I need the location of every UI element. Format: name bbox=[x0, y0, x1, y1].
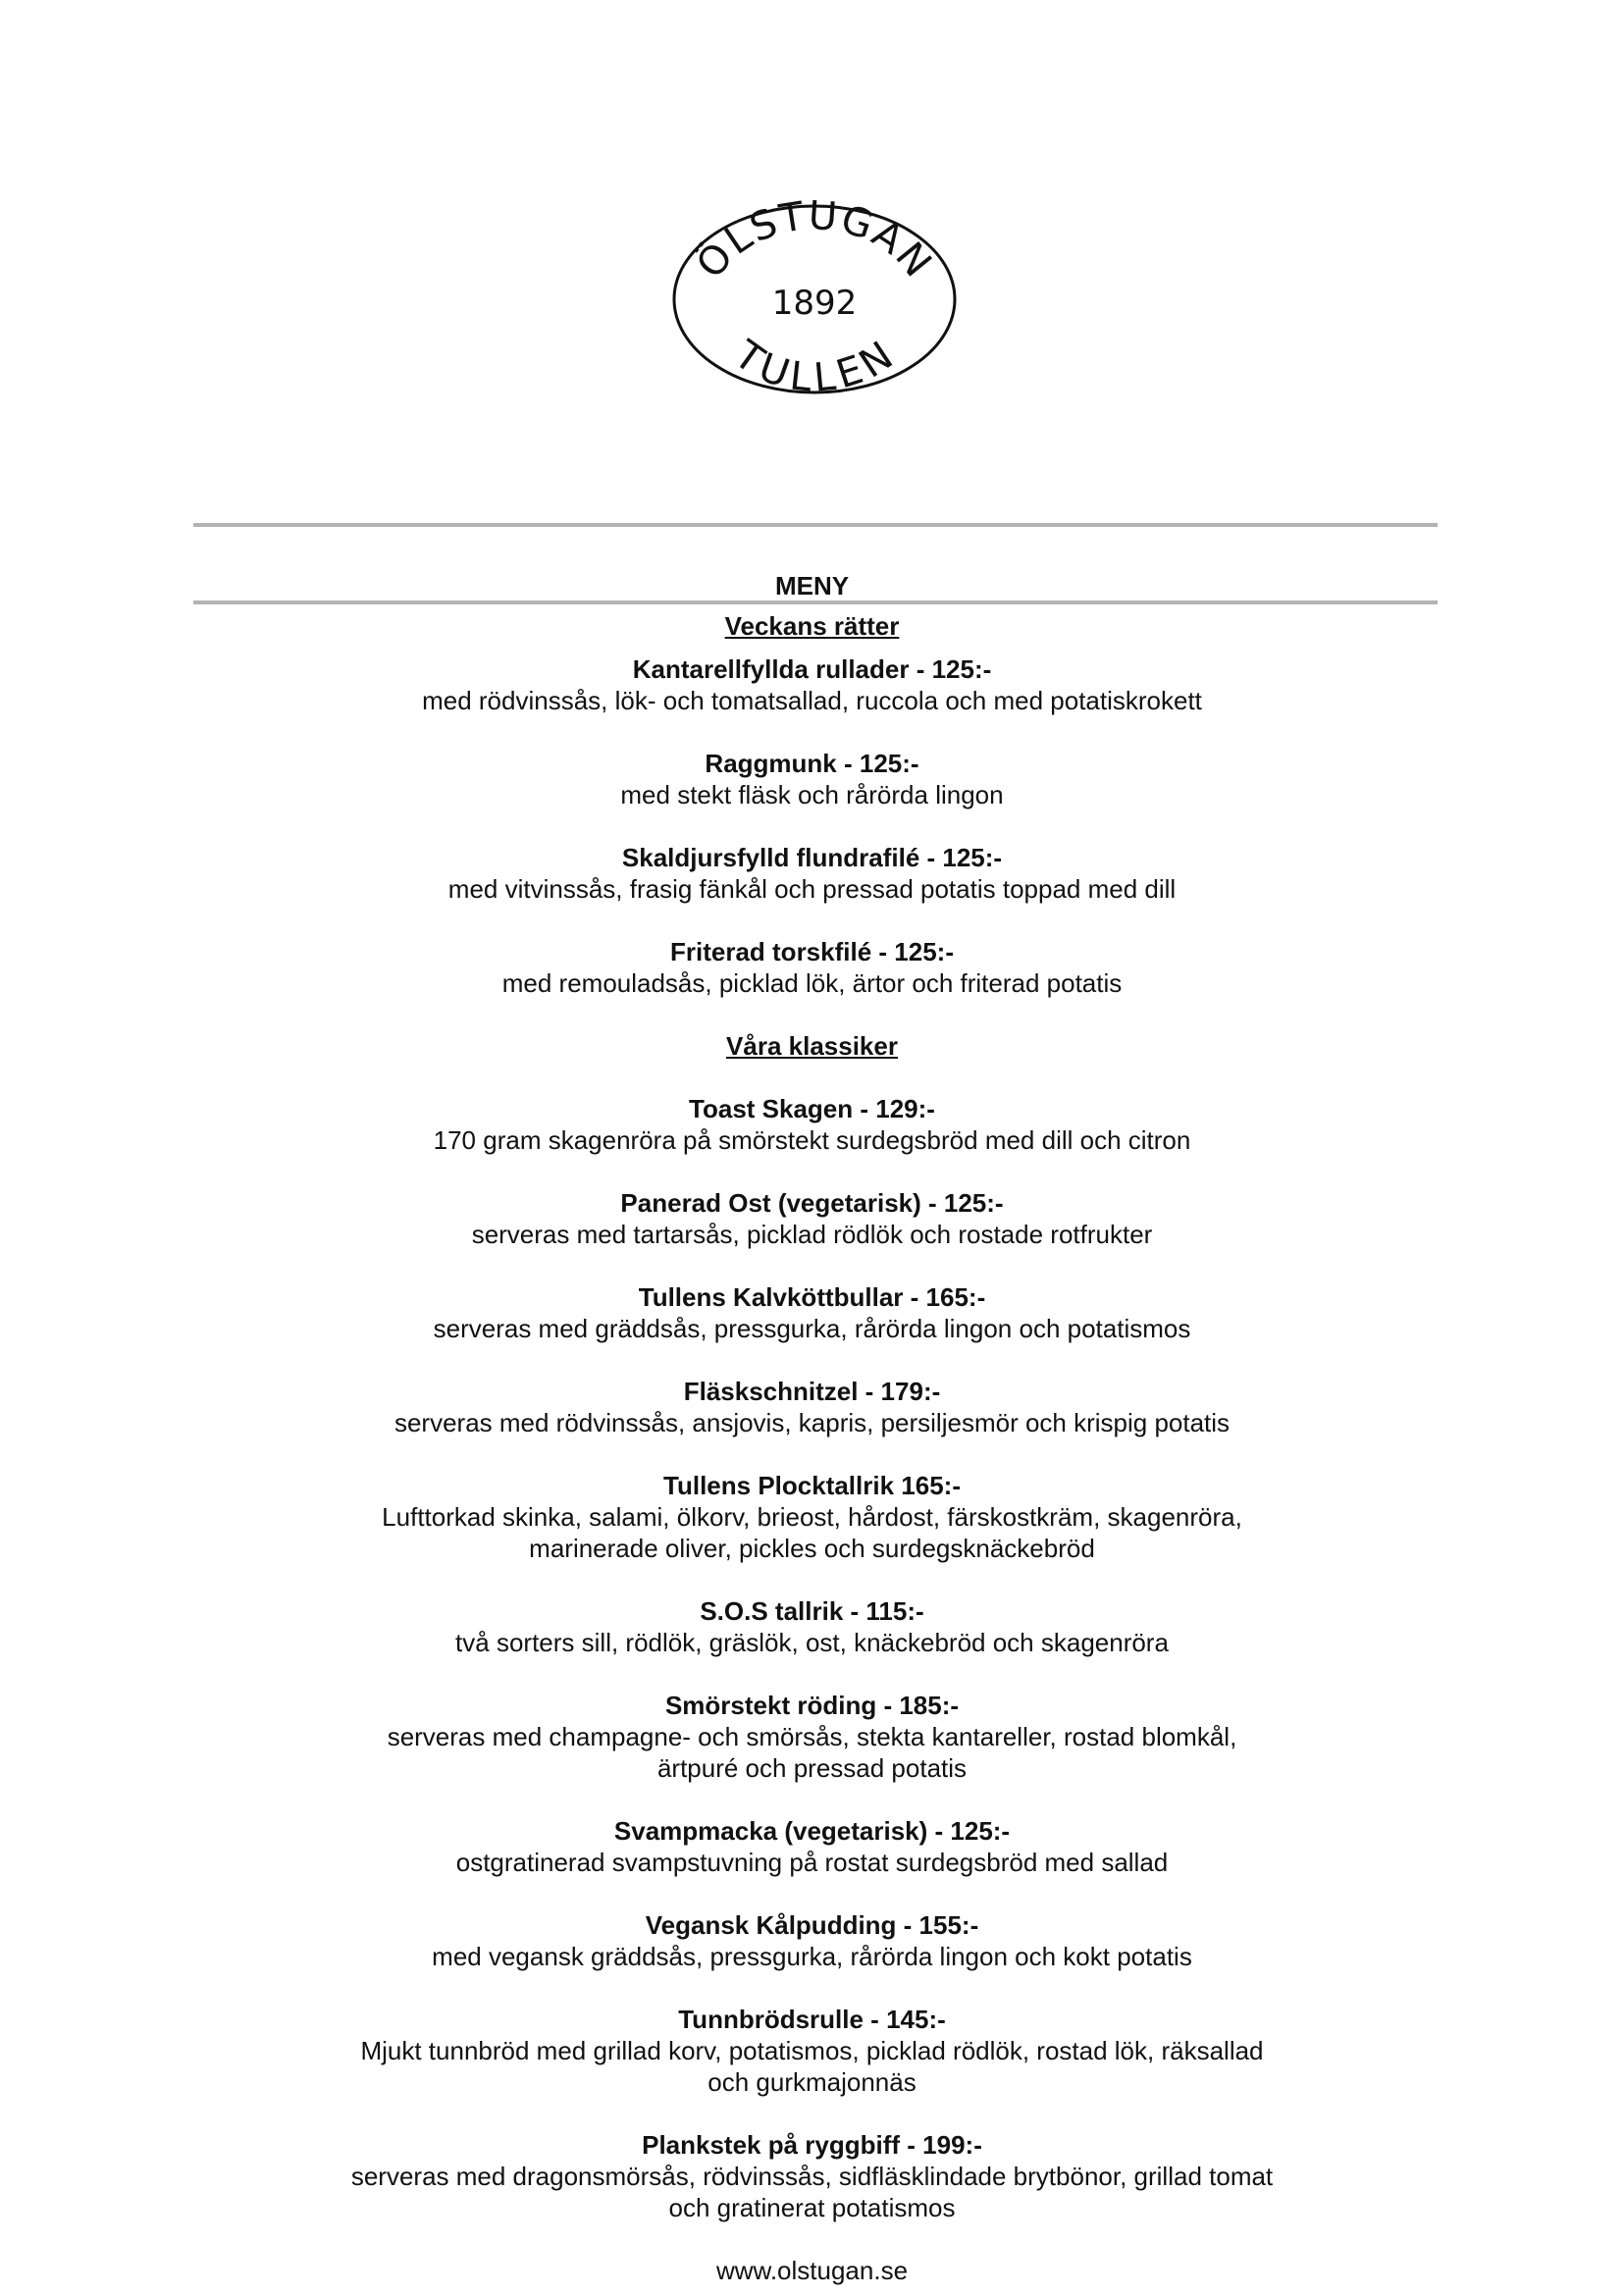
logo-year: 1892 bbox=[771, 284, 858, 323]
menu-item bbox=[0, 1909, 1624, 1972]
divider-top bbox=[193, 523, 1438, 527]
menu-item bbox=[0, 1281, 1624, 1344]
menu-item bbox=[0, 2129, 1624, 2223]
menu-item bbox=[0, 1815, 1624, 1878]
menu-item-desc: Lufttorkad skinka, salami, ölkorv, brieost, hårdost, färskostkräm, skagenröra, marinerade oliver, pickles och surdegsknäckebröd bbox=[382, 1502, 1242, 1563]
menu-item-name: Fläskschnitzel - 179:- bbox=[683, 1377, 941, 1406]
menu-item-desc: med vitvinssås, frasig fänkål och pressad potatis toppad med dill bbox=[447, 874, 1177, 904]
menu-item bbox=[0, 936, 1624, 999]
menu-item-name: Plankstek på ryggbiff - 199:- bbox=[642, 2130, 982, 2160]
logo-bottom-text: TULLEN bbox=[725, 332, 903, 401]
menu-item bbox=[0, 842, 1624, 905]
menu-item-desc: serveras med dragonsmörsås, rödvinssås, sidfläsklindade brytbönor, grillad tomat och gratinerat potatismos bbox=[350, 2162, 1274, 2222]
menu-item-desc: 170 gram skagenröra på smörstekt surdegsbröd med dill och citron bbox=[433, 1125, 1191, 1155]
menu-title: MENY bbox=[774, 571, 850, 600]
menu-item bbox=[0, 1595, 1624, 1658]
menu-item-name: Tullens Plocktallrik 165:- bbox=[663, 1471, 961, 1500]
menu-item-name: Tunnbrödsrulle - 145:- bbox=[678, 2005, 946, 2034]
menu-item bbox=[0, 1376, 1624, 1438]
menu-item bbox=[0, 2004, 1624, 2098]
menu-item-name: Kantarellfyllda rullader - 125:- bbox=[632, 654, 992, 684]
menu-content bbox=[0, 610, 1624, 2286]
menu-item-name: Smörstekt röding - 185:- bbox=[664, 1691, 960, 1720]
menu-item bbox=[0, 653, 1624, 716]
section-title-classics: Våra klassiker bbox=[726, 1031, 898, 1061]
menu-item bbox=[0, 1187, 1624, 1250]
menu-item-desc: serveras med gräddsås, pressgurka, rårörda lingon och potatismos bbox=[433, 1314, 1191, 1343]
menu-item bbox=[0, 1470, 1624, 1564]
website-link[interactable]: www.olstugan.se bbox=[715, 2256, 909, 2285]
menu-item-desc: med stekt fläsk och rårörda lingon bbox=[620, 780, 1004, 809]
logo-emblem bbox=[667, 186, 962, 402]
menu-item-desc: serveras med champagne- och smörsås, stekta kantareller, rostad blomkål, ärtpuré och pressad potatis bbox=[387, 1722, 1237, 1783]
menu-item-desc: Mjukt tunnbröd med grillad korv, potatismos, picklad rödlök, rostad lök, räksallad och gurkmajonnäs bbox=[360, 2036, 1264, 2097]
menu-item-name: Skaldjursfylld flundrafilé - 125:- bbox=[621, 843, 1003, 872]
menu-item-name: Friterad torskfilé - 125:- bbox=[670, 937, 954, 966]
menu-item-name: S.O.S tallrik - 115:- bbox=[700, 1596, 924, 1626]
menu-item-name: Svampmacka (vegetarisk) - 125:- bbox=[613, 1816, 1011, 1846]
menu-item-desc: två sorters sill, rödlök, gräslök, ost, knäckebröd och skagenröra bbox=[455, 1628, 1169, 1657]
menu-item-desc: serveras med rödvinssås, ansjovis, kapris, persiljesmör och krispig potatis bbox=[393, 1408, 1231, 1437]
restaurant-logo bbox=[667, 186, 962, 402]
divider-bottom bbox=[193, 600, 1438, 604]
menu-item-desc: ostgratinerad svampstuvning på rostat surdegsbröd med sallad bbox=[455, 1848, 1169, 1877]
menu-item bbox=[0, 1093, 1624, 1156]
menu-item-name: Raggmunk - 125:- bbox=[705, 749, 919, 778]
menu-item-desc: med vegansk gräddsås, pressgurka, rårörda lingon och kokt potatis bbox=[432, 1942, 1192, 1971]
section-title-weekly: Veckans rätter bbox=[724, 611, 900, 641]
menu-item bbox=[0, 748, 1624, 810]
menu-item bbox=[0, 1690, 1624, 1784]
menu-item-desc: med rödvinssås, lök- och tomatsallad, ruccola och med potatiskrokett bbox=[422, 686, 1202, 715]
menu-item-name: Vegansk Kålpudding - 155:- bbox=[645, 1910, 979, 1940]
menu-item-name: Tullens Kalvköttbullar - 165:- bbox=[638, 1282, 986, 1312]
menu-item-desc: med remouladsås, picklad lök, ärtor och friterad potatis bbox=[501, 968, 1123, 998]
menu-item-name: Toast Skagen - 129:- bbox=[689, 1094, 935, 1123]
menu-item-name: Panerad Ost (vegetarisk) - 125:- bbox=[620, 1188, 1004, 1218]
logo-top-text: ÖLSTUGAN bbox=[688, 192, 942, 287]
menu-item-desc: serveras med tartarsås, picklad rödlök och rostade rotfrukter bbox=[471, 1220, 1153, 1249]
